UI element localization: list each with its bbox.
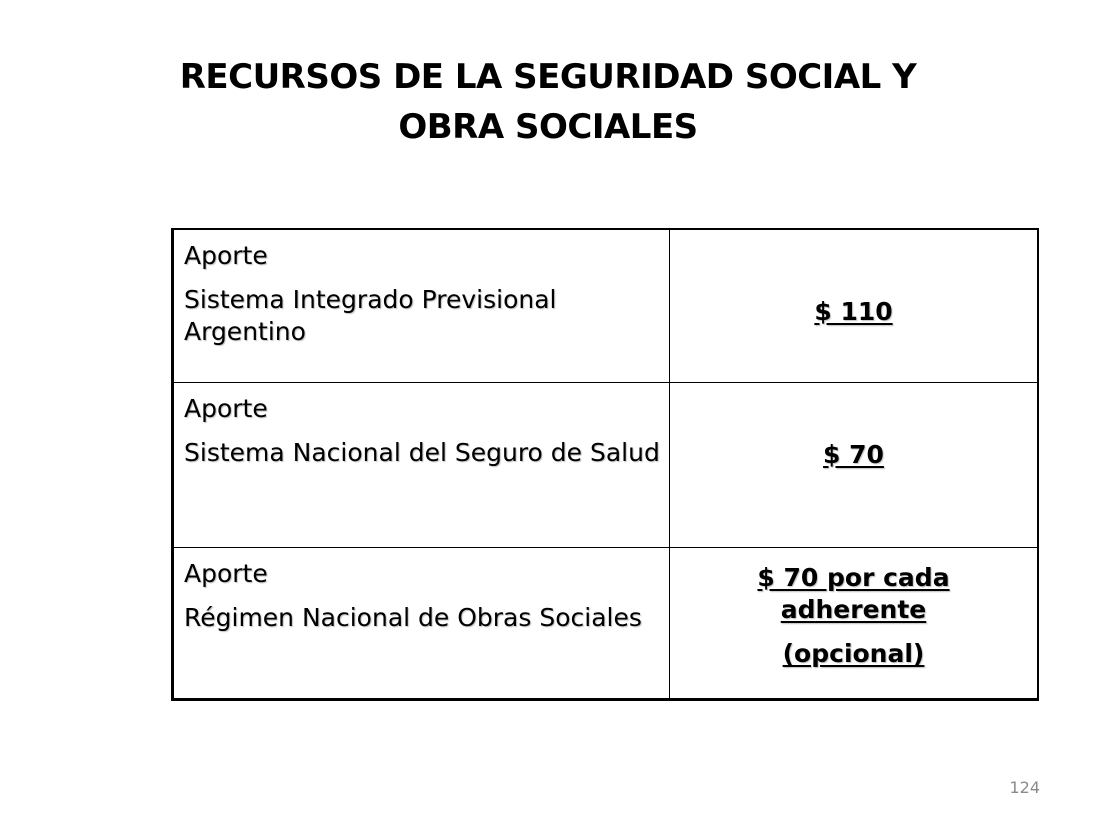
contribution-amount-cell: [670, 229, 1039, 383]
contribution-amount: $ 70: [823, 440, 884, 469]
contribution-scheme: Régimen Nacional de Obras Sociales: [184, 603, 642, 632]
contribution-type: Aporte: [184, 559, 268, 588]
page-number: 124: [1009, 778, 1040, 797]
contribution-amount: $ 70 por cada adherente: [757, 563, 950, 624]
contribution-scheme: Sistema Nacional del Seguro de Salud: [184, 438, 660, 467]
contribution-type: Aporte: [184, 241, 268, 270]
contribution-type: Aporte: [184, 394, 268, 423]
table-row: [173, 383, 1039, 548]
contribution-label-cell: [173, 383, 670, 548]
table-row: [173, 548, 1039, 700]
resources-table: [171, 228, 1039, 701]
contribution-scheme: Sistema Integrado Previsional Argentino: [184, 285, 557, 346]
contribution-amount-cell: [670, 383, 1039, 548]
page-title: [0, 52, 1096, 152]
contribution-amount-cell: [670, 548, 1039, 700]
page-title-line-2: OBRA SOCIALES: [398, 107, 698, 147]
page-title-line-1: RECURSOS DE LA SEGURIDAD SOCIAL Y: [179, 57, 917, 97]
contribution-note: (opcional): [782, 639, 925, 668]
contribution-amount: $ 110: [814, 297, 893, 326]
table-row: [173, 229, 1039, 383]
contribution-label-cell: [173, 229, 670, 383]
contribution-label-cell: [173, 548, 670, 700]
